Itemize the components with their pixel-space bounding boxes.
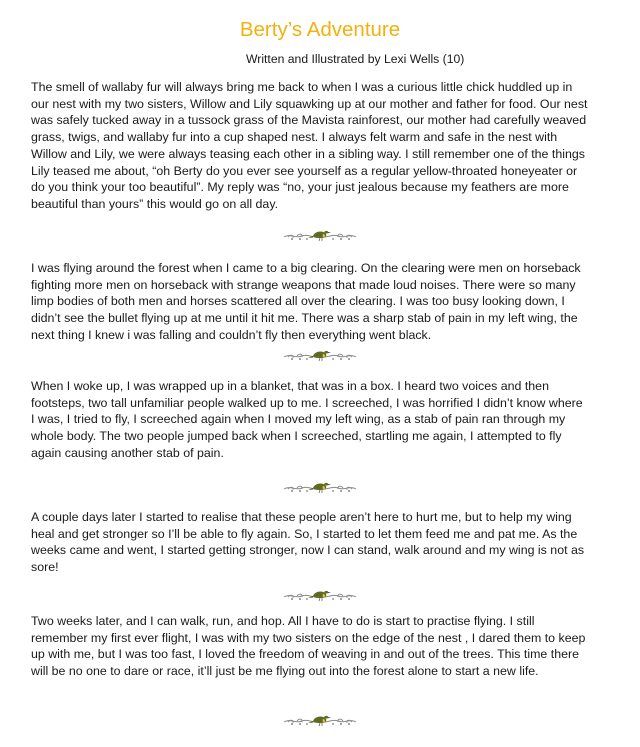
bird-on-branch-icon bbox=[280, 585, 360, 605]
page-title: Berty’s Adventure bbox=[239, 18, 401, 41]
bird-on-branch-icon bbox=[280, 225, 360, 245]
paragraph-5: Two weeks later, and I can walk, run, and hop. All I have to do is start to practise flying. I still remember my first ever flight, I was with my two sisters on the edge of the nest , I dared them to keep up with me, but I was too fast, I loved the freedom of weaving in and out of the trees. This time there will be no one to dare or race, it’ll just be me flying out into the forest alone to start a new life. bbox=[31, 614, 586, 679]
paragraph-4: A couple days later I started to realise that these people aren’t here to hurt me, but to help my wing heal and get stronger so I’ll be able to fly again. So, I started to let them feed me and pat me. As the weeks came and went, I started getting stronger, now I can stand, walk around and my wing is not as sore! bbox=[31, 510, 585, 575]
bird-on-branch-icon bbox=[280, 345, 360, 365]
byline: Written and Illustrated by Lexi Wells (10) bbox=[246, 52, 465, 66]
paragraph-3: When I woke up, I was wrapped up in a blanket, that was in a box. I heard two voices and then footsteps, two tall unfamiliar people walked up to me. I screeched, I was horrified I didn’t know where I was, I tried to fly, I screeched again when I moved my left wing, as a stab of pain ran through my whole body. The two people jumped back when I screeched, startling me again, I attempted to fly again causing another stab of pain. bbox=[31, 379, 583, 460]
bird-on-branch-icon bbox=[280, 477, 360, 497]
bird-on-branch-icon bbox=[280, 710, 360, 730]
paragraph-1: The smell of wallaby fur will always bring me back to when I was a curious little chick huddled up in our nest with my two sisters, Willow and Lily squawking up at our mother and father for food. Our nest was safely tucked away in a tussock grass of the Mavista rainforest, our mother had carefully weaved grass, twigs, and wallaby fur into a cup shaped nest. I always felt warm and safe in the nest with Willow and Lily, we were always teasing each other in a sibling way. I still remember one of the things Lily teased me about, “oh Berty do you ever see yourself as a regular yellow-throated honeyeater or do you think your too beautiful”. My reply was “no, your just jealous because my feathers are more beautiful than yours” this would go on all day. bbox=[31, 80, 588, 211]
paragraph-2: I was flying around the forest when I came to a big clearing. On the clearing were men on horseback fighting more men on horseback with strange weapons that made loud noises. There were so many limp bodies of both men and horses scattered all over the clearing. I was too busy looking down, I didn’t see the bullet flying up at me until it hit me. There was a sharp stab of pain in my left wing, the next thing I knew i was falling and couldn’t fly then everything went black. bbox=[31, 261, 581, 342]
